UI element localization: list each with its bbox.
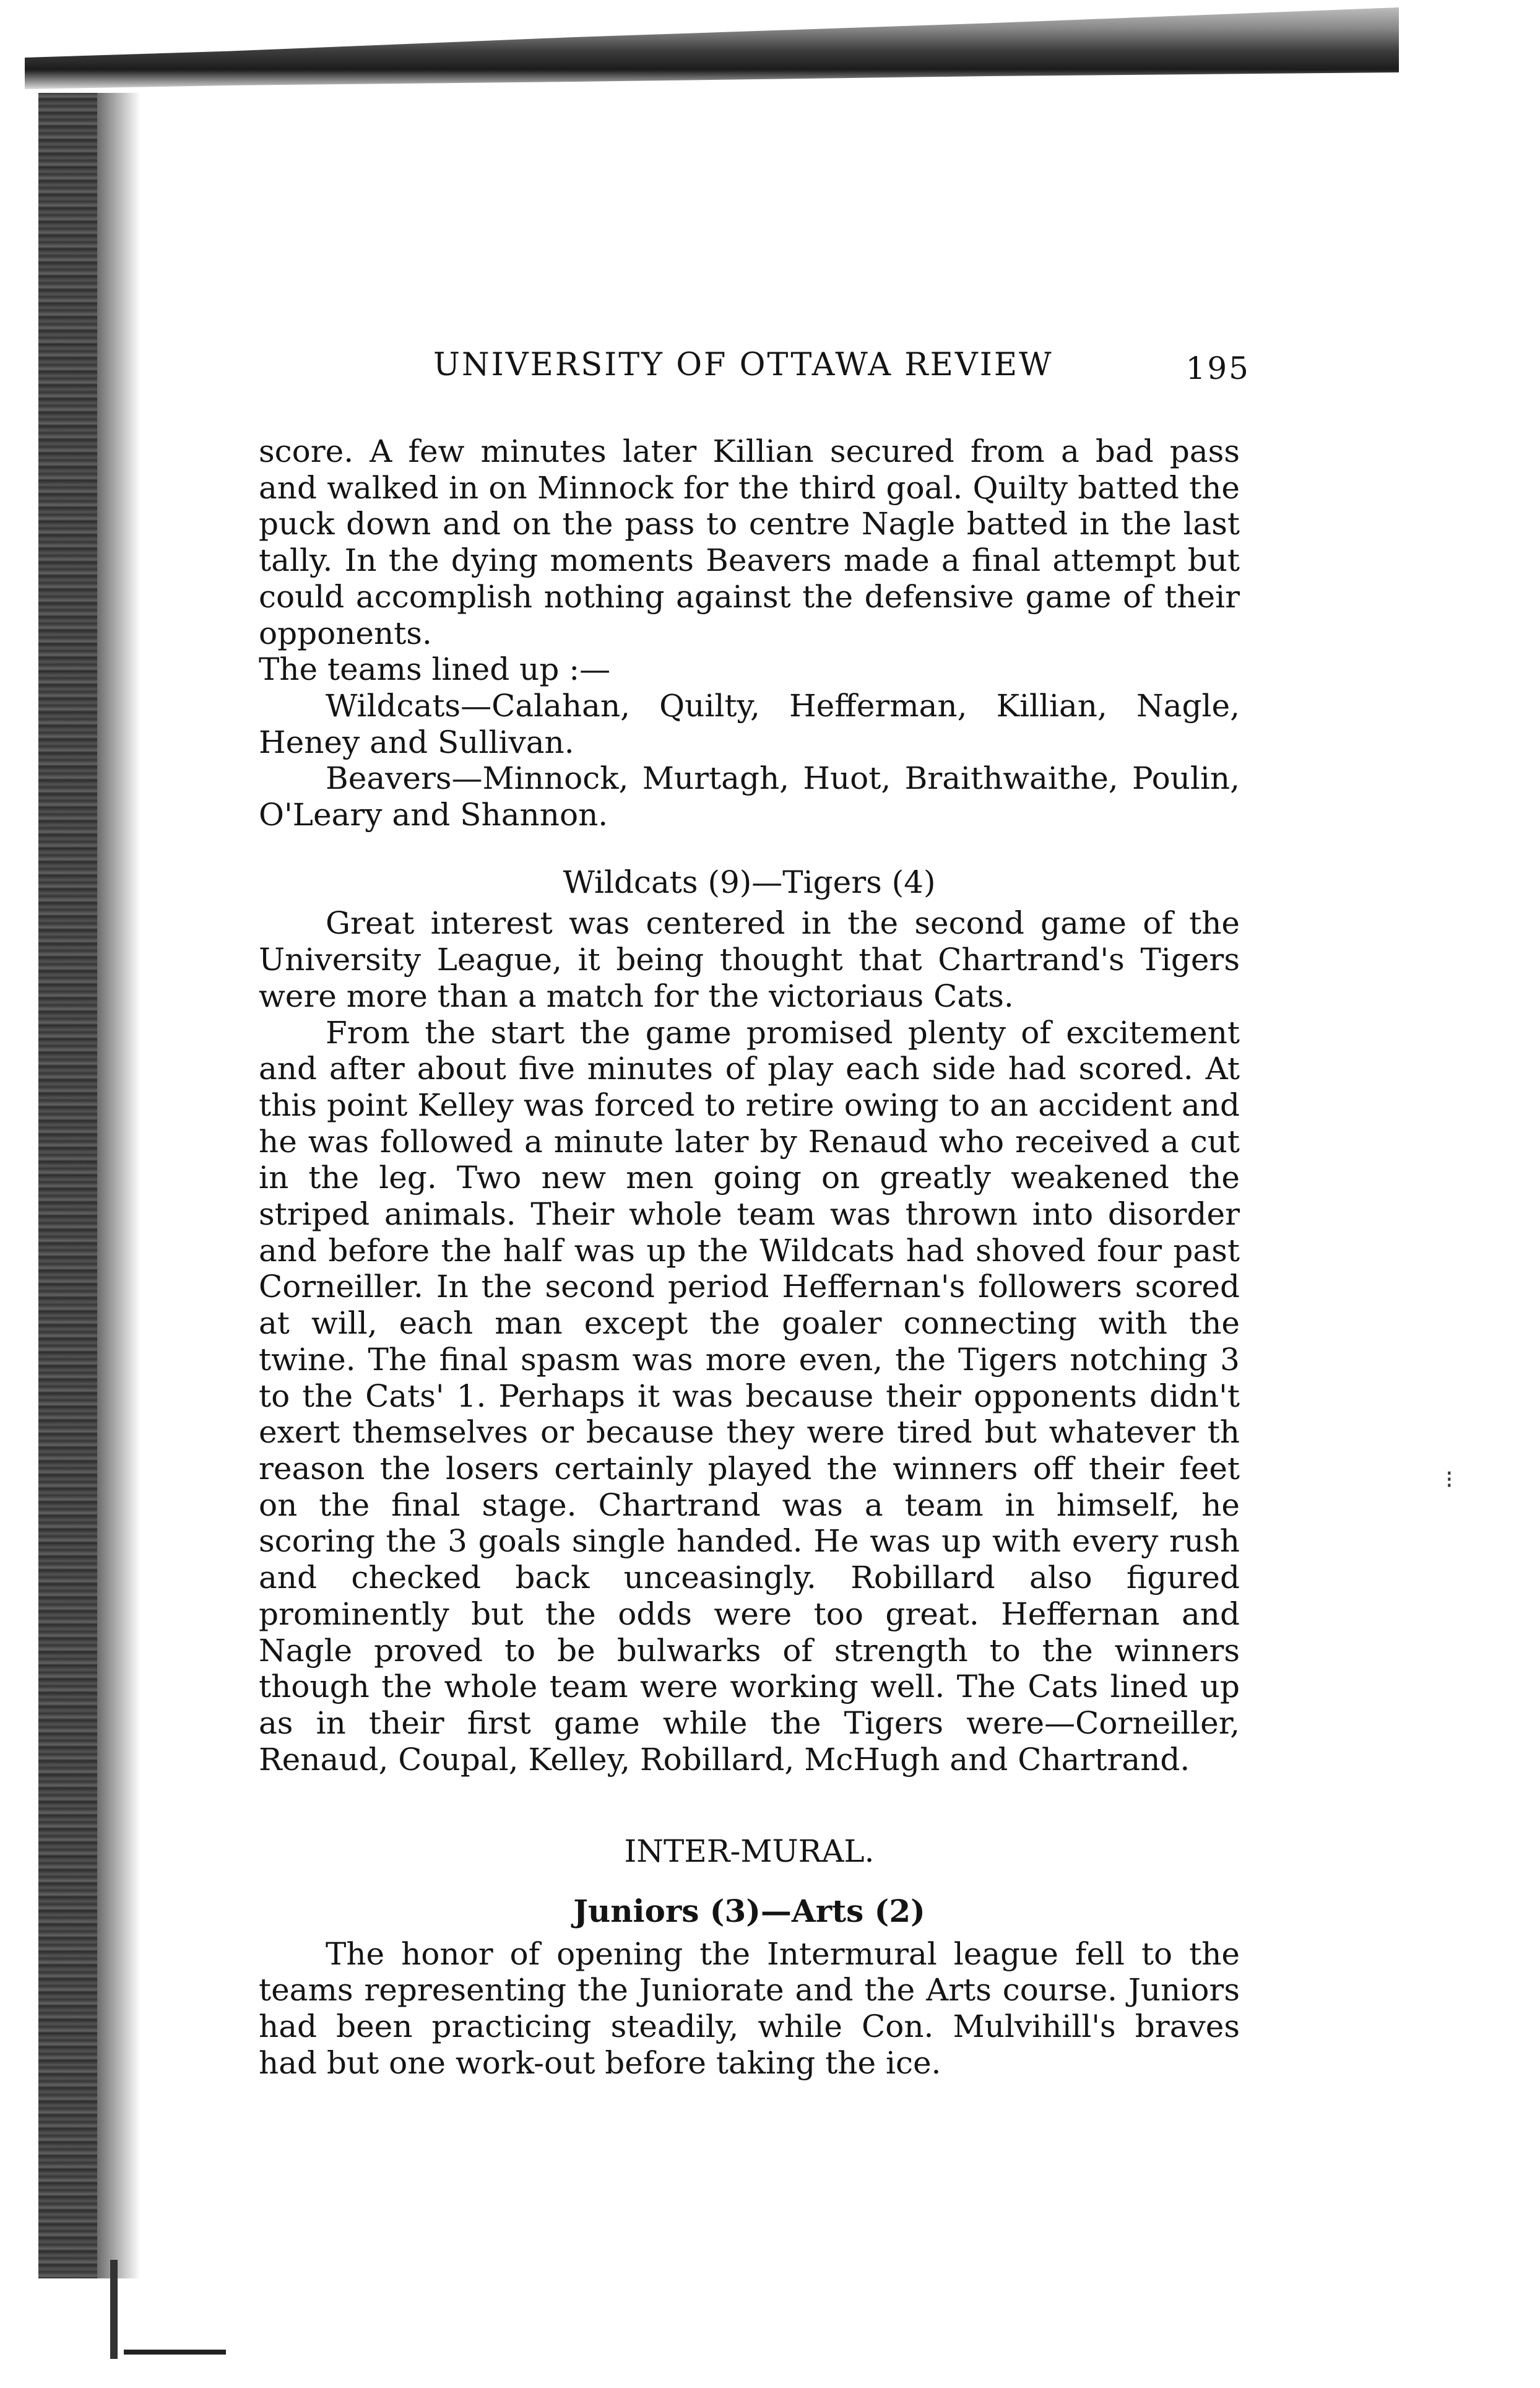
scan-binding-tail: [110, 2260, 118, 2359]
paragraph-beavers-lineup: Beavers—Minnock, Murtagh, Huot, Braithwaithe, Poulin, O'Leary and Shannon.: [259, 760, 1240, 833]
paragraph-game-report: From the start the game promised plenty of excitement and after about five minutes of play each side had scored. At this point Kelley was forced to retire owing to an accident and he was followed a minute later by Renaud who received a cut in the leg. Two new men going on greatly weakened the striped animals. Their whole team was thrown into disorder and before the half was up the Wildcats had shoved four past Corneiller. In the second period Heffernan's followers scored at will, each man except the goaler connecting with the twine. The final spasm was more even, the Tigers notching 3 to the Cats' 1. Perhaps it was because their opponents didn't exert themselves or because they were tired but whatever th reason the losers certainly played the winners off their feet on the final stage. Chartrand was a team in himself, he scoring the 3 goals single handed. He was up with every rush and checked back unceasingly. Robillard also figured prominently but the odds were too great. Heffernan and Nagle proved to be bulwarks of strength to the winners though the whole team were working well. The Cats lined up as in their first game while the Tigers were—Corneiller, Renaud, Coupal, Kelley, Robillard, McHugh and Chartrand.: [259, 1014, 1240, 1778]
game-heading-juniors-arts: Juniors (3)—Arts (2): [573, 1893, 925, 1930]
section-heading-inter-mural: INTER-MURAL.: [624, 1833, 875, 1870]
paragraph-wildcats-lineup: Wildcats—Calahan, Quilty, Hefferman, Killian, Nagle, Heney and Sullivan.: [259, 687, 1240, 760]
scan-binding-shadow: [97, 93, 141, 2278]
paragraph-game-intro: Great interest was centered in the second game of the University League, it being thought that Chartrand's Tigers were more than a match for the victoriaus Cats.: [259, 905, 1240, 1014]
paragraph-continuation: score. A few minutes later Killian secured from a bad pass and walked in on Minnock for the third goal. Quilty batted the puck down and on the pass to centre Nagle batted in the last tally. In the dying moments Beavers made a final attempt but could accomplish nothing against the defensive game of their opponents.: [259, 433, 1240, 651]
scan-top-edge: [25, 0, 1399, 93]
game-heading-wildcats-tigers: Wildcats (9)—Tigers (4): [563, 864, 936, 900]
article-body: [259, 433, 1240, 2082]
scan-bottom-mark: [124, 2350, 226, 2355]
page-number: 195: [1185, 350, 1250, 386]
paragraph-intermural-opening: The honor of opening the Intermural league fell to the teams representing the Juniorate and the Arts course. Juniors had been practicing steadily, while Con. Mulvihill's braves had but one work-out before taking the ice.: [259, 1935, 1240, 2081]
journal-title: UNIVERSITY OF OTTAWA REVIEW: [433, 347, 1053, 383]
paragraph-lineup-intro: The teams lined up :—: [259, 651, 611, 688]
running-head: [433, 347, 1250, 390]
margin-specks: ⁝: [1445, 1465, 1453, 1494]
scan-binding-edge: [38, 93, 97, 2278]
